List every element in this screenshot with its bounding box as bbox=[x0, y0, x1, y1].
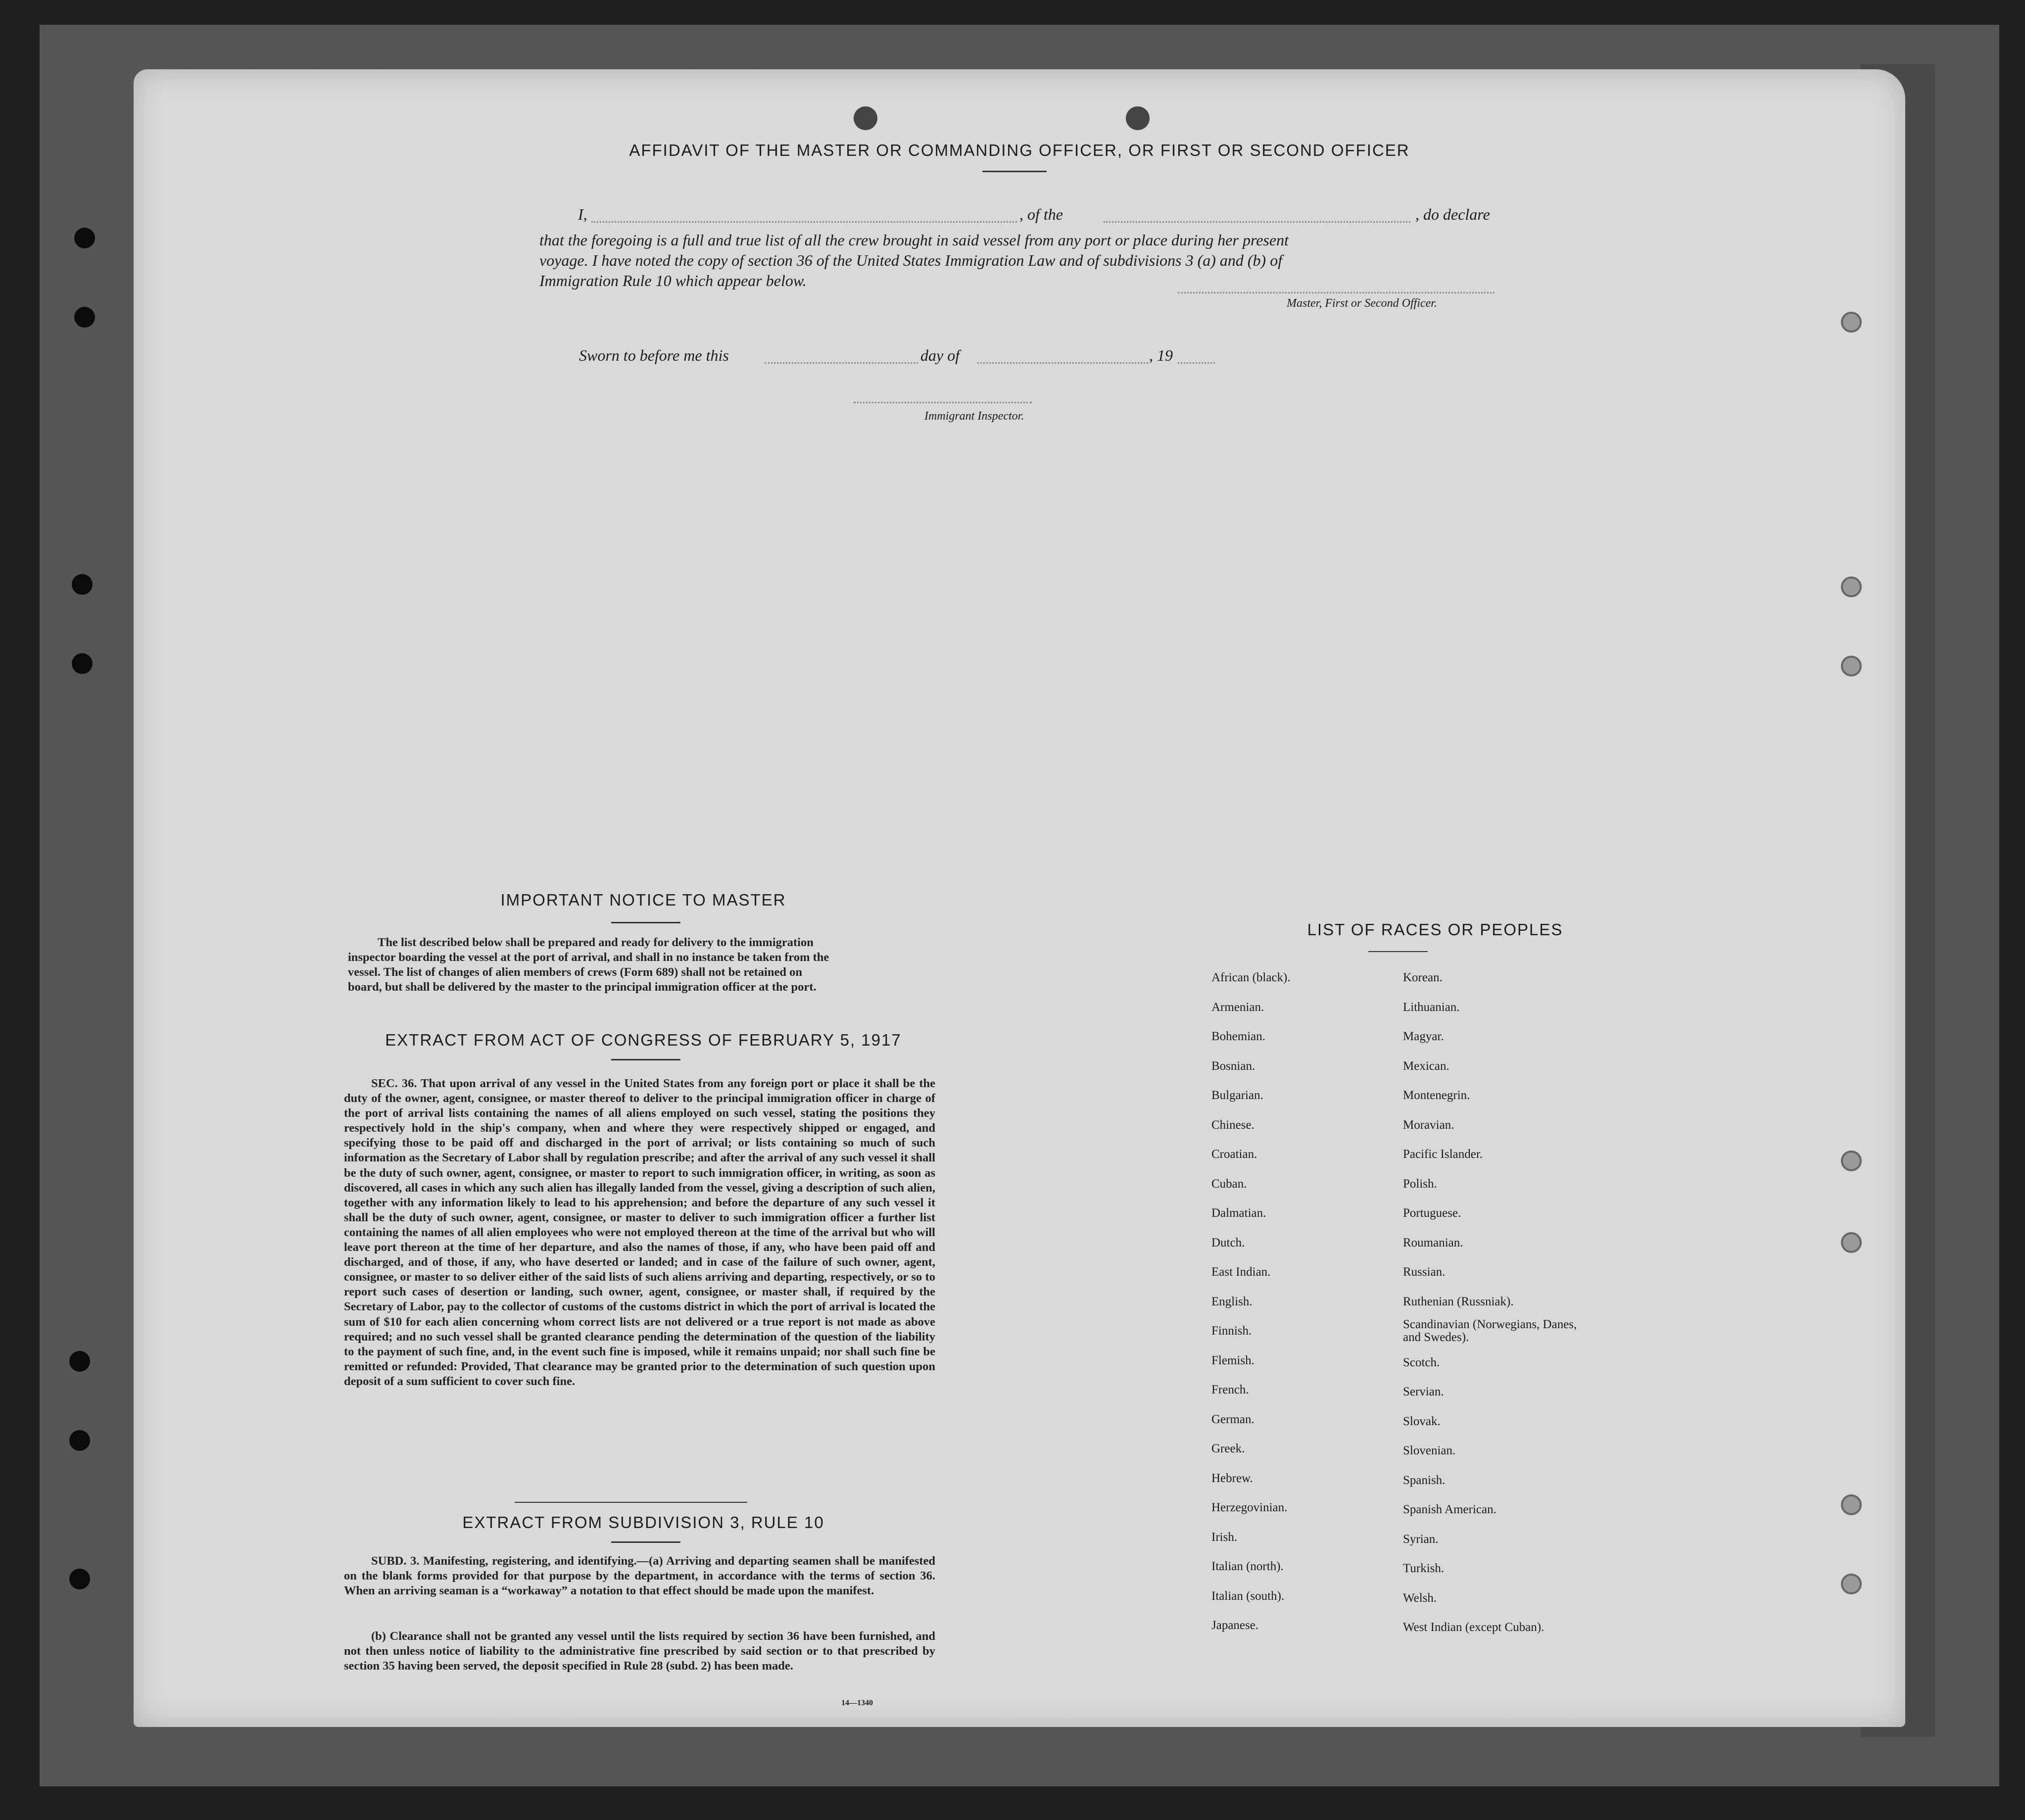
punch-hole bbox=[1841, 1150, 1862, 1171]
race-item: Russian. bbox=[1403, 1265, 1446, 1279]
race-item: Cuban. bbox=[1211, 1177, 1247, 1191]
race-item: German. bbox=[1211, 1412, 1254, 1426]
notice-line: vessel. The list of changes of alien members of crews (Form 689) shall not be retained on bbox=[348, 965, 802, 979]
rule-para-a: SUBD. 3. Manifesting, registering, and identifying.—(a) Arriving and departing seamen shall be manifested on the blank forms provided for that purpose by the department, in accordance with the terms of section 36. When an arriving seaman is a “workaway” a notation to that effect should be made upon the manifest. bbox=[344, 1554, 935, 1597]
race-item: Spanish. bbox=[1403, 1473, 1446, 1487]
inspector-caption: Immigrant Inspector. bbox=[924, 410, 1024, 423]
extract-act-title: EXTRACT FROM ACT OF CONGRESS OF FEBRUARY 5, 1917 bbox=[385, 1031, 902, 1049]
race-item: Slovak. bbox=[1403, 1414, 1441, 1428]
punch-hole bbox=[69, 1430, 90, 1451]
race-item: Hebrew. bbox=[1211, 1471, 1253, 1485]
notice-title: IMPORTANT NOTICE TO MASTER bbox=[500, 891, 786, 909]
punch-hole bbox=[1841, 1232, 1862, 1253]
punch-hole bbox=[854, 106, 877, 130]
race-item: Mexican. bbox=[1403, 1059, 1449, 1073]
affidavit-line-2: that the foregoing is a full and true list of all the crew brought in said vessel from any port or place during her present bbox=[539, 231, 1289, 249]
race-item: English. bbox=[1211, 1294, 1253, 1308]
punch-hole bbox=[74, 307, 95, 328]
race-item: Italian (south). bbox=[1211, 1589, 1285, 1603]
race-item: Welsh. bbox=[1403, 1591, 1437, 1605]
race-item: Korean. bbox=[1403, 971, 1443, 984]
races-underline bbox=[1368, 951, 1428, 952]
race-item: Dutch. bbox=[1211, 1236, 1245, 1249]
affidavit-i-label: I, bbox=[578, 205, 587, 223]
punch-hole bbox=[1841, 312, 1862, 333]
punch-hole bbox=[69, 1351, 90, 1372]
race-item: Herzegovinian. bbox=[1211, 1501, 1288, 1514]
affidavit-do-declare-label: , do declare bbox=[1415, 205, 1490, 223]
race-item: Turkish. bbox=[1403, 1562, 1445, 1575]
notice-line: inspector boarding the vessel at the port of arrival, and shall in no instance be taken from the bbox=[348, 951, 829, 964]
punch-hole bbox=[1841, 1494, 1862, 1515]
race-item: Montenegrin. bbox=[1403, 1089, 1470, 1102]
extract-rule-underline bbox=[611, 1541, 680, 1543]
day-of-label: day of bbox=[920, 346, 960, 364]
race-item: Dalmatian. bbox=[1211, 1206, 1266, 1220]
vessel-name-field[interactable] bbox=[1104, 221, 1410, 223]
notice-line: board, but shall be delivered by the master to the principal immigration officer at the port. bbox=[348, 980, 817, 994]
punch-hole bbox=[1126, 106, 1150, 130]
race-item: Magyar. bbox=[1403, 1030, 1444, 1043]
race-item: Italian (north). bbox=[1211, 1560, 1284, 1573]
punch-hole bbox=[1841, 576, 1862, 597]
race-item: Croatian. bbox=[1211, 1148, 1257, 1161]
affidavit-line-4: Immigration Rule 10 which appear below. bbox=[539, 272, 807, 289]
affidavit-title: AFFIDAVIT OF THE MASTER OR COMMANDING OFFICER, OR FIRST OR SECOND OFFICER bbox=[629, 141, 1410, 159]
race-item: Bohemian. bbox=[1211, 1030, 1266, 1043]
notice-underline bbox=[611, 922, 680, 923]
sworn-month-field[interactable] bbox=[977, 362, 1148, 364]
punch-hole bbox=[69, 1569, 90, 1589]
race-item: Armenian. bbox=[1211, 1000, 1264, 1014]
race-item: African (black). bbox=[1211, 971, 1291, 984]
race-item: Japanese. bbox=[1211, 1619, 1259, 1632]
punch-hole bbox=[72, 653, 93, 674]
punch-hole bbox=[1841, 656, 1862, 676]
notice-body bbox=[348, 935, 939, 995]
race-item: Bosnian. bbox=[1211, 1059, 1255, 1073]
sworn-day-field[interactable] bbox=[765, 362, 918, 364]
race-item: Slovenian. bbox=[1403, 1444, 1456, 1457]
race-item: Syrian. bbox=[1403, 1532, 1439, 1546]
race-item: Scotch. bbox=[1403, 1355, 1440, 1369]
race-item: West Indian (except Cuban). bbox=[1403, 1621, 1544, 1634]
sworn-year-field[interactable] bbox=[1178, 362, 1215, 364]
race-item: Finnish. bbox=[1211, 1324, 1252, 1338]
race-item: Greek. bbox=[1211, 1442, 1245, 1455]
races-right-column bbox=[1403, 963, 1581, 1642]
race-item: Portuguese. bbox=[1403, 1206, 1461, 1220]
notice-line: The list described below shall be prepared and ready for delivery to the immigration bbox=[378, 936, 814, 949]
inspector-signature-field[interactable] bbox=[854, 402, 1032, 403]
title-underline bbox=[982, 171, 1047, 172]
signature-field[interactable] bbox=[1178, 292, 1495, 293]
race-item: Servian. bbox=[1403, 1385, 1444, 1398]
race-item: Irish. bbox=[1211, 1530, 1238, 1544]
year-label: , 19 bbox=[1149, 346, 1173, 364]
master-name-field[interactable] bbox=[591, 221, 1017, 223]
races-title: LIST OF RACES OR PEOPLES bbox=[1307, 920, 1563, 939]
extract-act-underline bbox=[611, 1059, 680, 1060]
race-item: Bulgarian. bbox=[1211, 1089, 1263, 1102]
race-item: East Indian. bbox=[1211, 1265, 1271, 1279]
race-item: Lithuanian. bbox=[1403, 1000, 1460, 1014]
race-item: French. bbox=[1211, 1383, 1249, 1396]
race-item: Spanish American. bbox=[1403, 1503, 1496, 1516]
punch-hole bbox=[72, 574, 93, 595]
race-item: Scandinavian (Norwegians, Danes, and Swedes). bbox=[1403, 1318, 1577, 1344]
races-left-column bbox=[1211, 963, 1291, 1640]
affidavit-line-3: voyage. I have noted the copy of section 36 of the United States Immigration Law and of subdivisions 3 (a) and (b) of bbox=[539, 251, 1283, 269]
extract-rule-title: EXTRACT FROM SUBDIVISION 3, RULE 10 bbox=[462, 1513, 824, 1532]
race-item: Pacific Islander. bbox=[1403, 1148, 1483, 1161]
sworn-label: Sworn to before me this bbox=[579, 346, 729, 364]
affidavit-of-the-label: , of the bbox=[1019, 205, 1063, 223]
section-divider bbox=[515, 1502, 747, 1503]
section-36-text: SEC. 36. That upon arrival of any vessel in the United States from any foreign port or place it shall be the duty of the owner, agent, consignee, or master thereof to deliver to the principal immigration officer in charge of the port of arrival lists containing the names of all aliens employed on such vessel, stating the positions they respectively hold in the ship's company, when and where they were respectively shipped or engaged, and specifying those to be paid off and discharged in the port of arrival; or lists containing so much of such information as the Secretary of Labor shall by regulation prescribe; and after the arrival of any such vessel it shall be the duty of such owner, agent, consignee, or master to report to such immigration officer, in writing, as soon as discovered, all cases in which any such alien has illegally landed from the vessel, giving a description of such alien, together with any information likely to lead to his apprehension; and before the departure of any such vessel it shall be the duty of such owner, agent, consignee, or master to deliver to such immigration officer a further list containing the names of all alien employees who were not employed thereon at the time of the arrival but who will leave port thereon at the time of her departure, and also the names of those, if any, who have been paid off and discharged, and of those, if any, who have deserted or landed; and in case of the failure of such owner, agent, consignee, or master to so deliver either of the said lists of such aliens arriving and departing, respectively, or so to report such cases of desertion or landing, such owner, agent, consignee, or master shall, if required by the Secretary of Labor, pay to the collector of customs of the customs district in which the port of arrival is located the sum of $10 for each alien concerning whom correct lists are not delivered or a true report is not made as above required; and no such vessel shall be granted clearance pending the determination of the question of the liability to the payment of such fine, and, in the event such fine is imposed, while it remains unpaid; nor shall such fine be remitted or refunded: Provided, That clearance may be granted prior to the determination of such question upon deposit of a sum sufficient to cover such fine. bbox=[344, 1077, 935, 1388]
race-item: Moravian. bbox=[1403, 1118, 1454, 1132]
punch-hole bbox=[1841, 1574, 1862, 1594]
race-item: Polish. bbox=[1403, 1177, 1437, 1191]
signature-caption: Master, First or Second Officer. bbox=[1287, 297, 1437, 310]
race-item: Roumanian. bbox=[1403, 1236, 1463, 1249]
race-item: Chinese. bbox=[1211, 1118, 1254, 1132]
punch-hole bbox=[74, 228, 95, 248]
form-number: 14—1340 bbox=[841, 1699, 873, 1707]
race-item: Ruthenian (Russniak). bbox=[1403, 1294, 1514, 1308]
rule-para-b: (b) Clearance shall not be granted any vessel until the lists required by section 36 have been furnished, and not then unless notice of liability to the administrative fine prescribed by said section or to that prescribed by section 35 having been served, the deposit specified in Rule 28 (subd. 2) has been made. bbox=[344, 1629, 935, 1673]
race-item: Flemish. bbox=[1211, 1353, 1254, 1367]
